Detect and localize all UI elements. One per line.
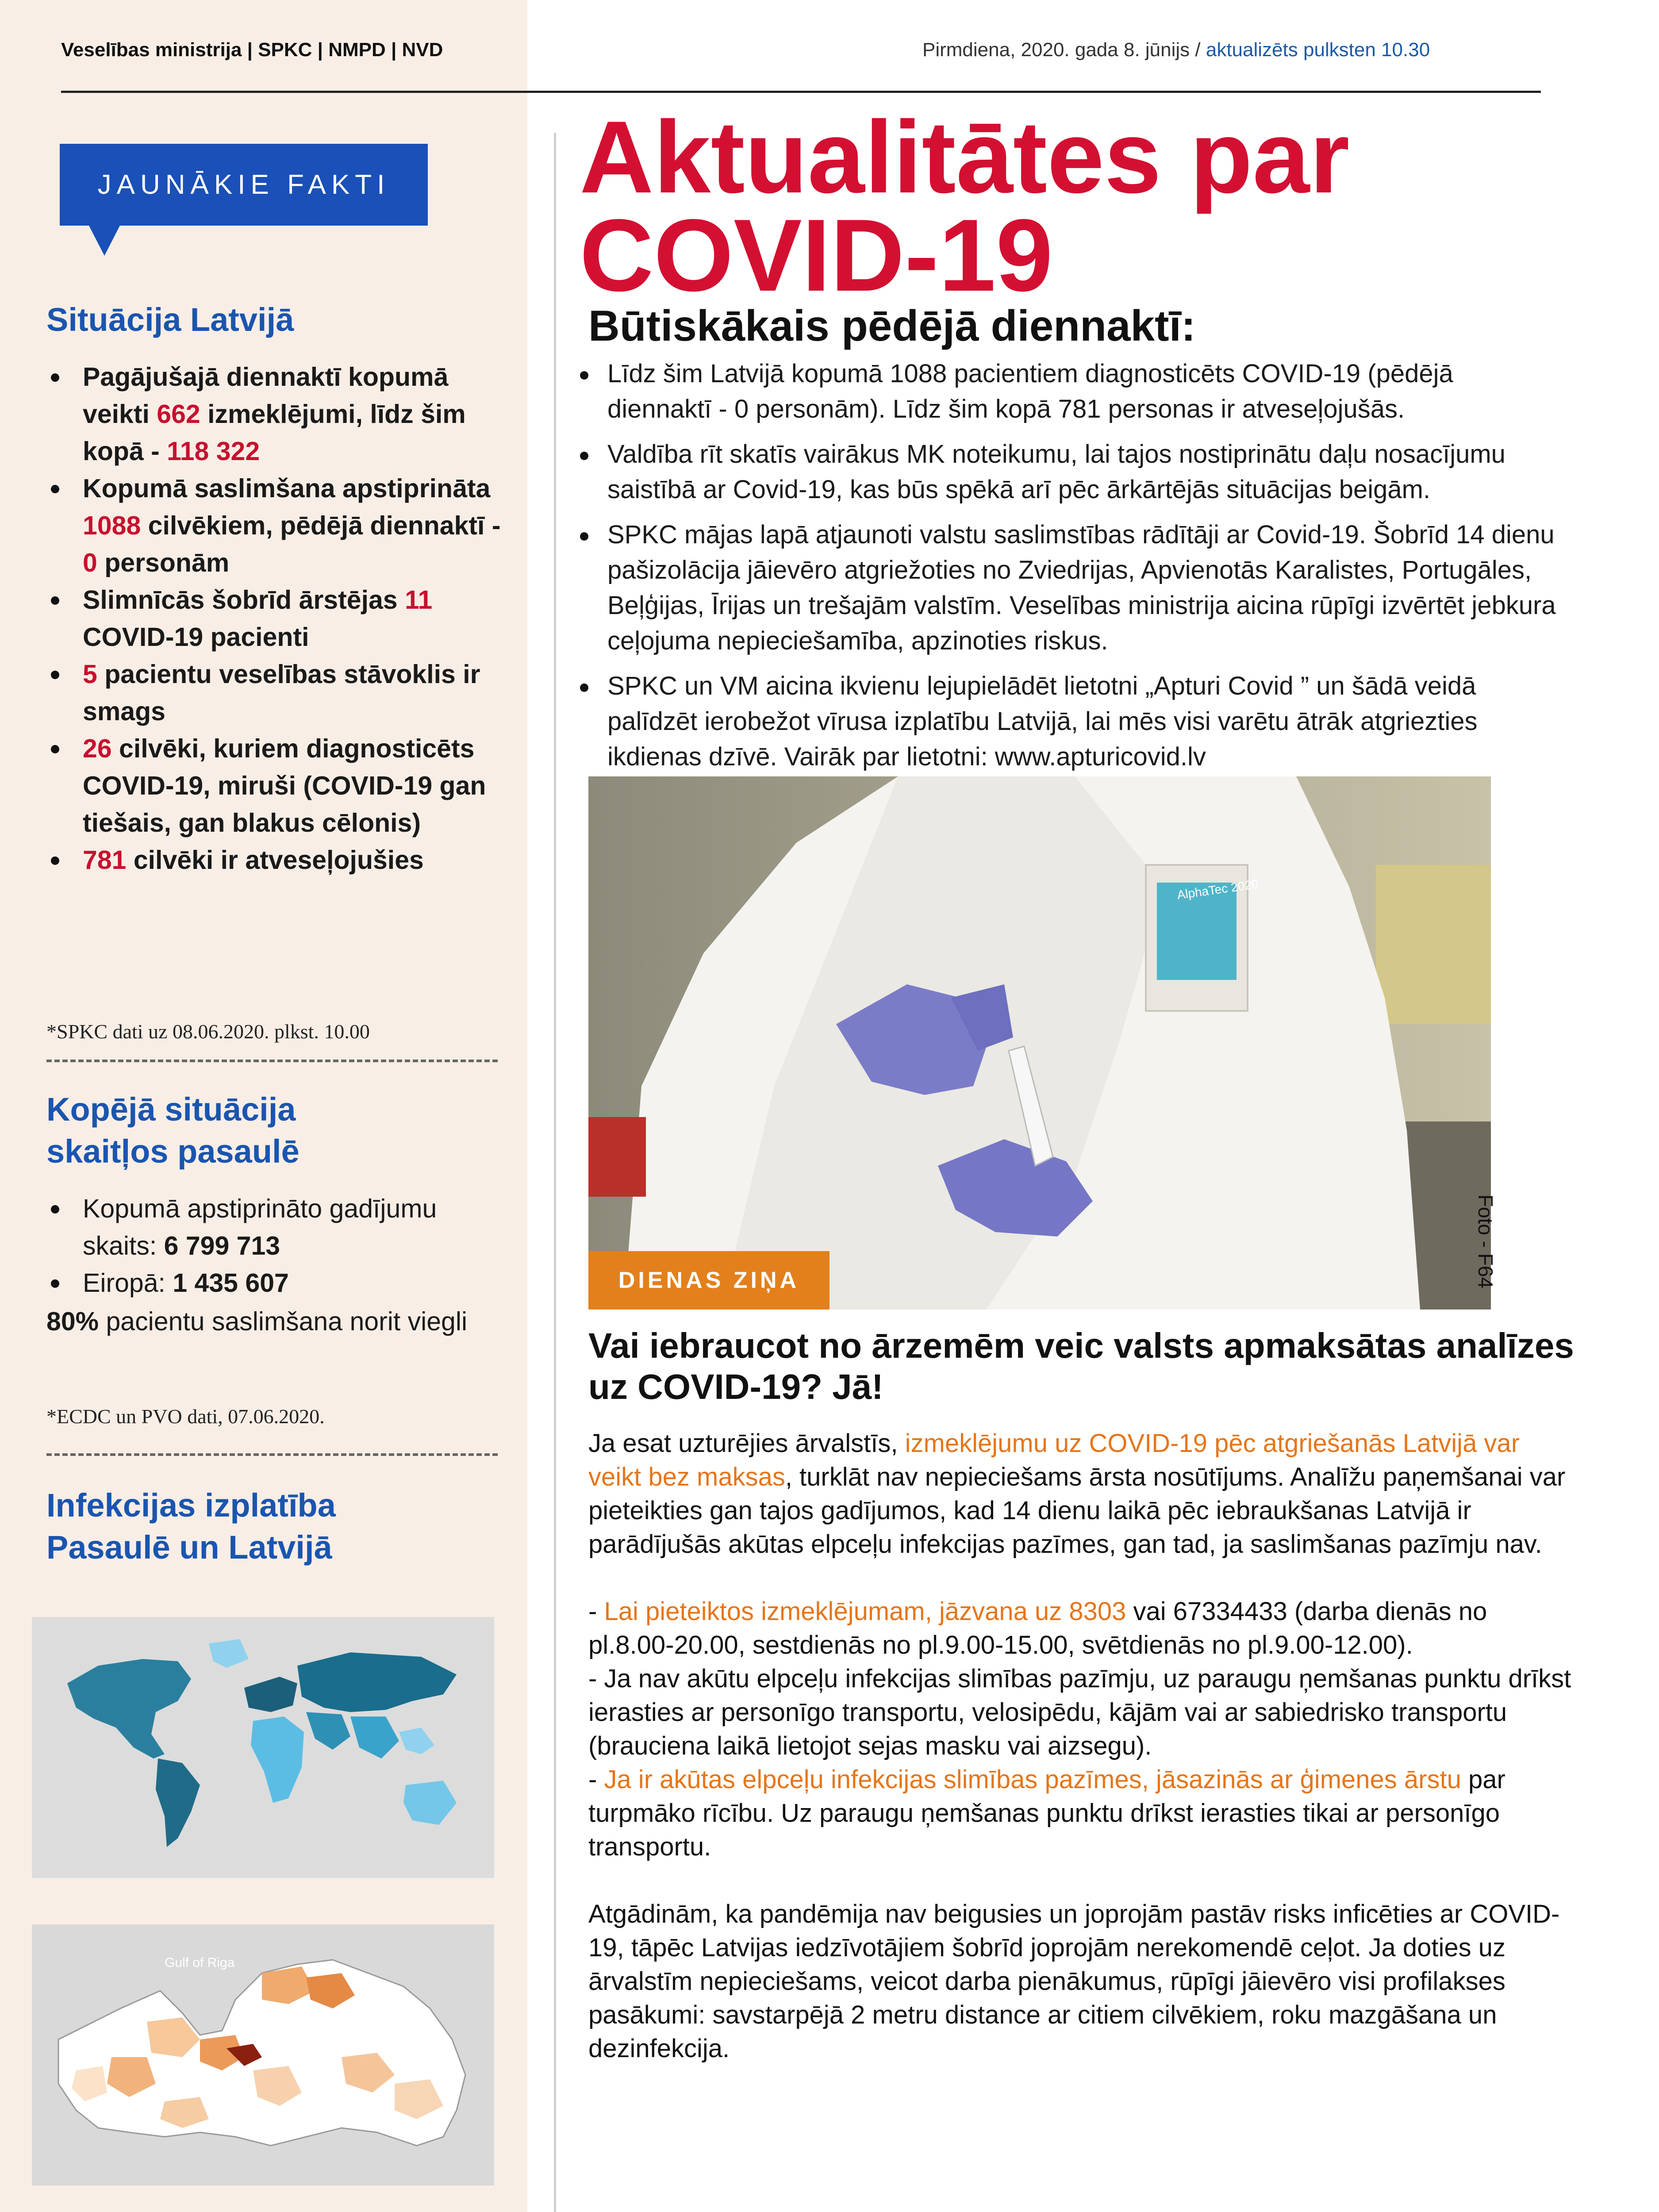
world-stats-list [46, 1190, 507, 1302]
spkc-data-note: *SPKC dati uz 08.06.2020. plkst. 10.00 [46, 1020, 370, 1043]
latvia-heading: Situācija Latvijā [46, 301, 294, 338]
key-points-heading: Būtiskākais pēdējā diennaktī: [588, 301, 1196, 350]
key-points-list [577, 356, 1564, 784]
mild-cases-text: 80% pacientu saslimšana norit viegli [46, 1307, 468, 1336]
badge-tail [88, 225, 120, 256]
latest-facts-label: JAUNĀKIE FAKTI [97, 169, 390, 200]
paragraph: - Lai pieteiktos izmeklējumam, jāzvana uz 8303 vai 67334433 (darba dienās no pl.8.00-20.00, sestdienās no pl.9.00-15.00, svētdienās no pl.9.00-12.00). - Ja nav akūtu elpceļu infekcijas slimības pazīmju, uz paraugu ņemšanas punktu drīkst ierasties ar personīgo transportu, velosipēdu, kājām vai ar sabiedrisko transportu (brauciena laikā lietojot sejas masku vai aizsegu). - Ja ir akūtas elpceļu infekcijas slimības pazīmes, jāsazinās ar ģimenes ārstu par turpmāko rīcību. Uz paraugu ņemšanas punktu drīkst ierasties tikai ar personīgo transportu. [588, 1597, 1571, 1861]
header-rule [61, 91, 1541, 93]
header-separator: / [1190, 39, 1206, 61]
article-body [588, 1427, 1579, 2099]
ecdc-data-note: *ECDC un PVO dati, 07.06.2020. [46, 1405, 325, 1428]
list-item: Valdība rīt skatīs vairākus MK noteikumu, lai tajos nostiprinātu daļu nosacījumu saistībā ar Covid-19, kas būs spēkā arī pēc ārkārtējās situācijas beigām. [577, 437, 1564, 507]
paragraph: Atgādinām, ka pandēmija nav beigusies un joprojām pastāv risks inficēties ar COVID-19, tāpēc Latvijas iedzīvotājiem šobrīd joprojām nerekomendē ceļot. Ja doties uz ārvalstīm nepieciešams, veicot darba pienākumus, rūpīgi jāievēro visi profilakses pasākumi: savstarpējā 2 metru distance ar citiem cilvēkiem, roku mazgāšana un dezinfekcija. [588, 1900, 1560, 2063]
paragraph: Ja esat uzturējies ārvalstīs, izmeklējumu uz COVID-19 pēc atgriešanās Latvijā var veikt bez maksas, turklāt nav nepieciešams ārsta nosūtījums. Analīžu paņemšanai var pieteikties gan tajos gadījumos, kad 14 dienu laikā pēc iebraukšanas Latvijā ir parādījušās akūtas elpceļu infekcijas pazīmes, gan tad, ja saslimšanas pazīmju nav. [588, 1429, 1566, 1559]
list-item: Kopumā saslimšana apstiprināta 1088 cilvēkiem, pēdējā diennaktī - 0 personām [46, 470, 502, 581]
list-item: Kopumā apstiprināto gadījumu skaits: 6 799 713 [46, 1190, 507, 1264]
world-map [32, 1617, 494, 1878]
gulf-label: Gulf of Riga [165, 1955, 235, 1970]
latvia-map [32, 1924, 494, 2185]
news-of-the-day-label: DIENAS ZIŅA [588, 1251, 830, 1310]
list-item: Līdz šim Latvijā kopumā 1088 pacientiem diagnosticēts COVID-19 (pēdējā diennaktī - 0 personām). Līdz šim kopā 781 personas ir atveseļojušās. [577, 356, 1564, 427]
list-item: SPKC un VM aicina ikvienu lejupielādēt lietotni „Apturi Covid ” un šādā veidā palīdzēt ierobežot vīrusa izplatību Latvijā, lai mēs visi varētu ātrāk atgriezties ikdienas dzīvē. Vairāk par lietotni: www.apturicovid.lv [577, 668, 1564, 775]
latvia-stats-list [46, 358, 502, 879]
dashed-divider [46, 1060, 498, 1062]
column-divider [554, 133, 556, 2212]
dashed-divider [46, 1453, 498, 1456]
page-title: Aktualitātes par COVID-19 [580, 100, 1350, 313]
header-date: Pirmdiena, 2020. gada 8. jūnijs [922, 39, 1190, 61]
list-item: Slimnīcās šobrīd ārstējas 11 COVID-19 pacienti [46, 581, 502, 656]
spread-heading: Infekcijas izplatība Pasaulē un Latvijā [46, 1487, 336, 1566]
header-date-line [922, 39, 1430, 61]
list-item: 26 cilvēki, kuriem diagnosticēts COVID-19, miruši (COVID-19 gan tiešais, gan blakus cēlonis) [46, 730, 502, 841]
header-organizations: Veselības ministrija | SPKC | NMPD | NVD [61, 39, 443, 61]
list-item: Pagājušajā diennaktī kopumā veikti 662 izmeklējumi, līdz šim kopā - 118 322 [46, 358, 502, 470]
photo-credit: Foto - F64 [1474, 1194, 1497, 1289]
list-item: 5 pacientu veselības stāvoklis ir smags [46, 656, 502, 730]
box-label: AlphaTec 2020 [1176, 877, 1260, 902]
article-title: Vai iebraucot no ārzemēm veic valsts apmaksātas analīzes uz COVID-19? Jā! [588, 1326, 1574, 1406]
list-item: SPKC mājas lapā atjaunoti valstu saslimstības rādītāji ar Covid-19. Šobrīd 14 dienu pašizolācija jāievēro atgriežoties no Zviedrijas, Apvienotās Karalistes, Portugāles, Beļģijas, Īrijas un trešajām valstīm. Veselības ministrija aicina rūpīgi izvērtēt jebkura ceļojuma nepieciešamība, apzinoties riskus. [577, 517, 1564, 659]
list-item: 781 cilvēki ir atveseļojušies [46, 841, 502, 879]
news-photo [588, 776, 1491, 1310]
list-item: Eiropā: 1 435 607 [46, 1264, 507, 1302]
header-updated: aktualizēts pulksten 10.30 [1206, 39, 1430, 61]
world-heading: Kopējā situācija skaitļos pasaulē [46, 1091, 300, 1170]
